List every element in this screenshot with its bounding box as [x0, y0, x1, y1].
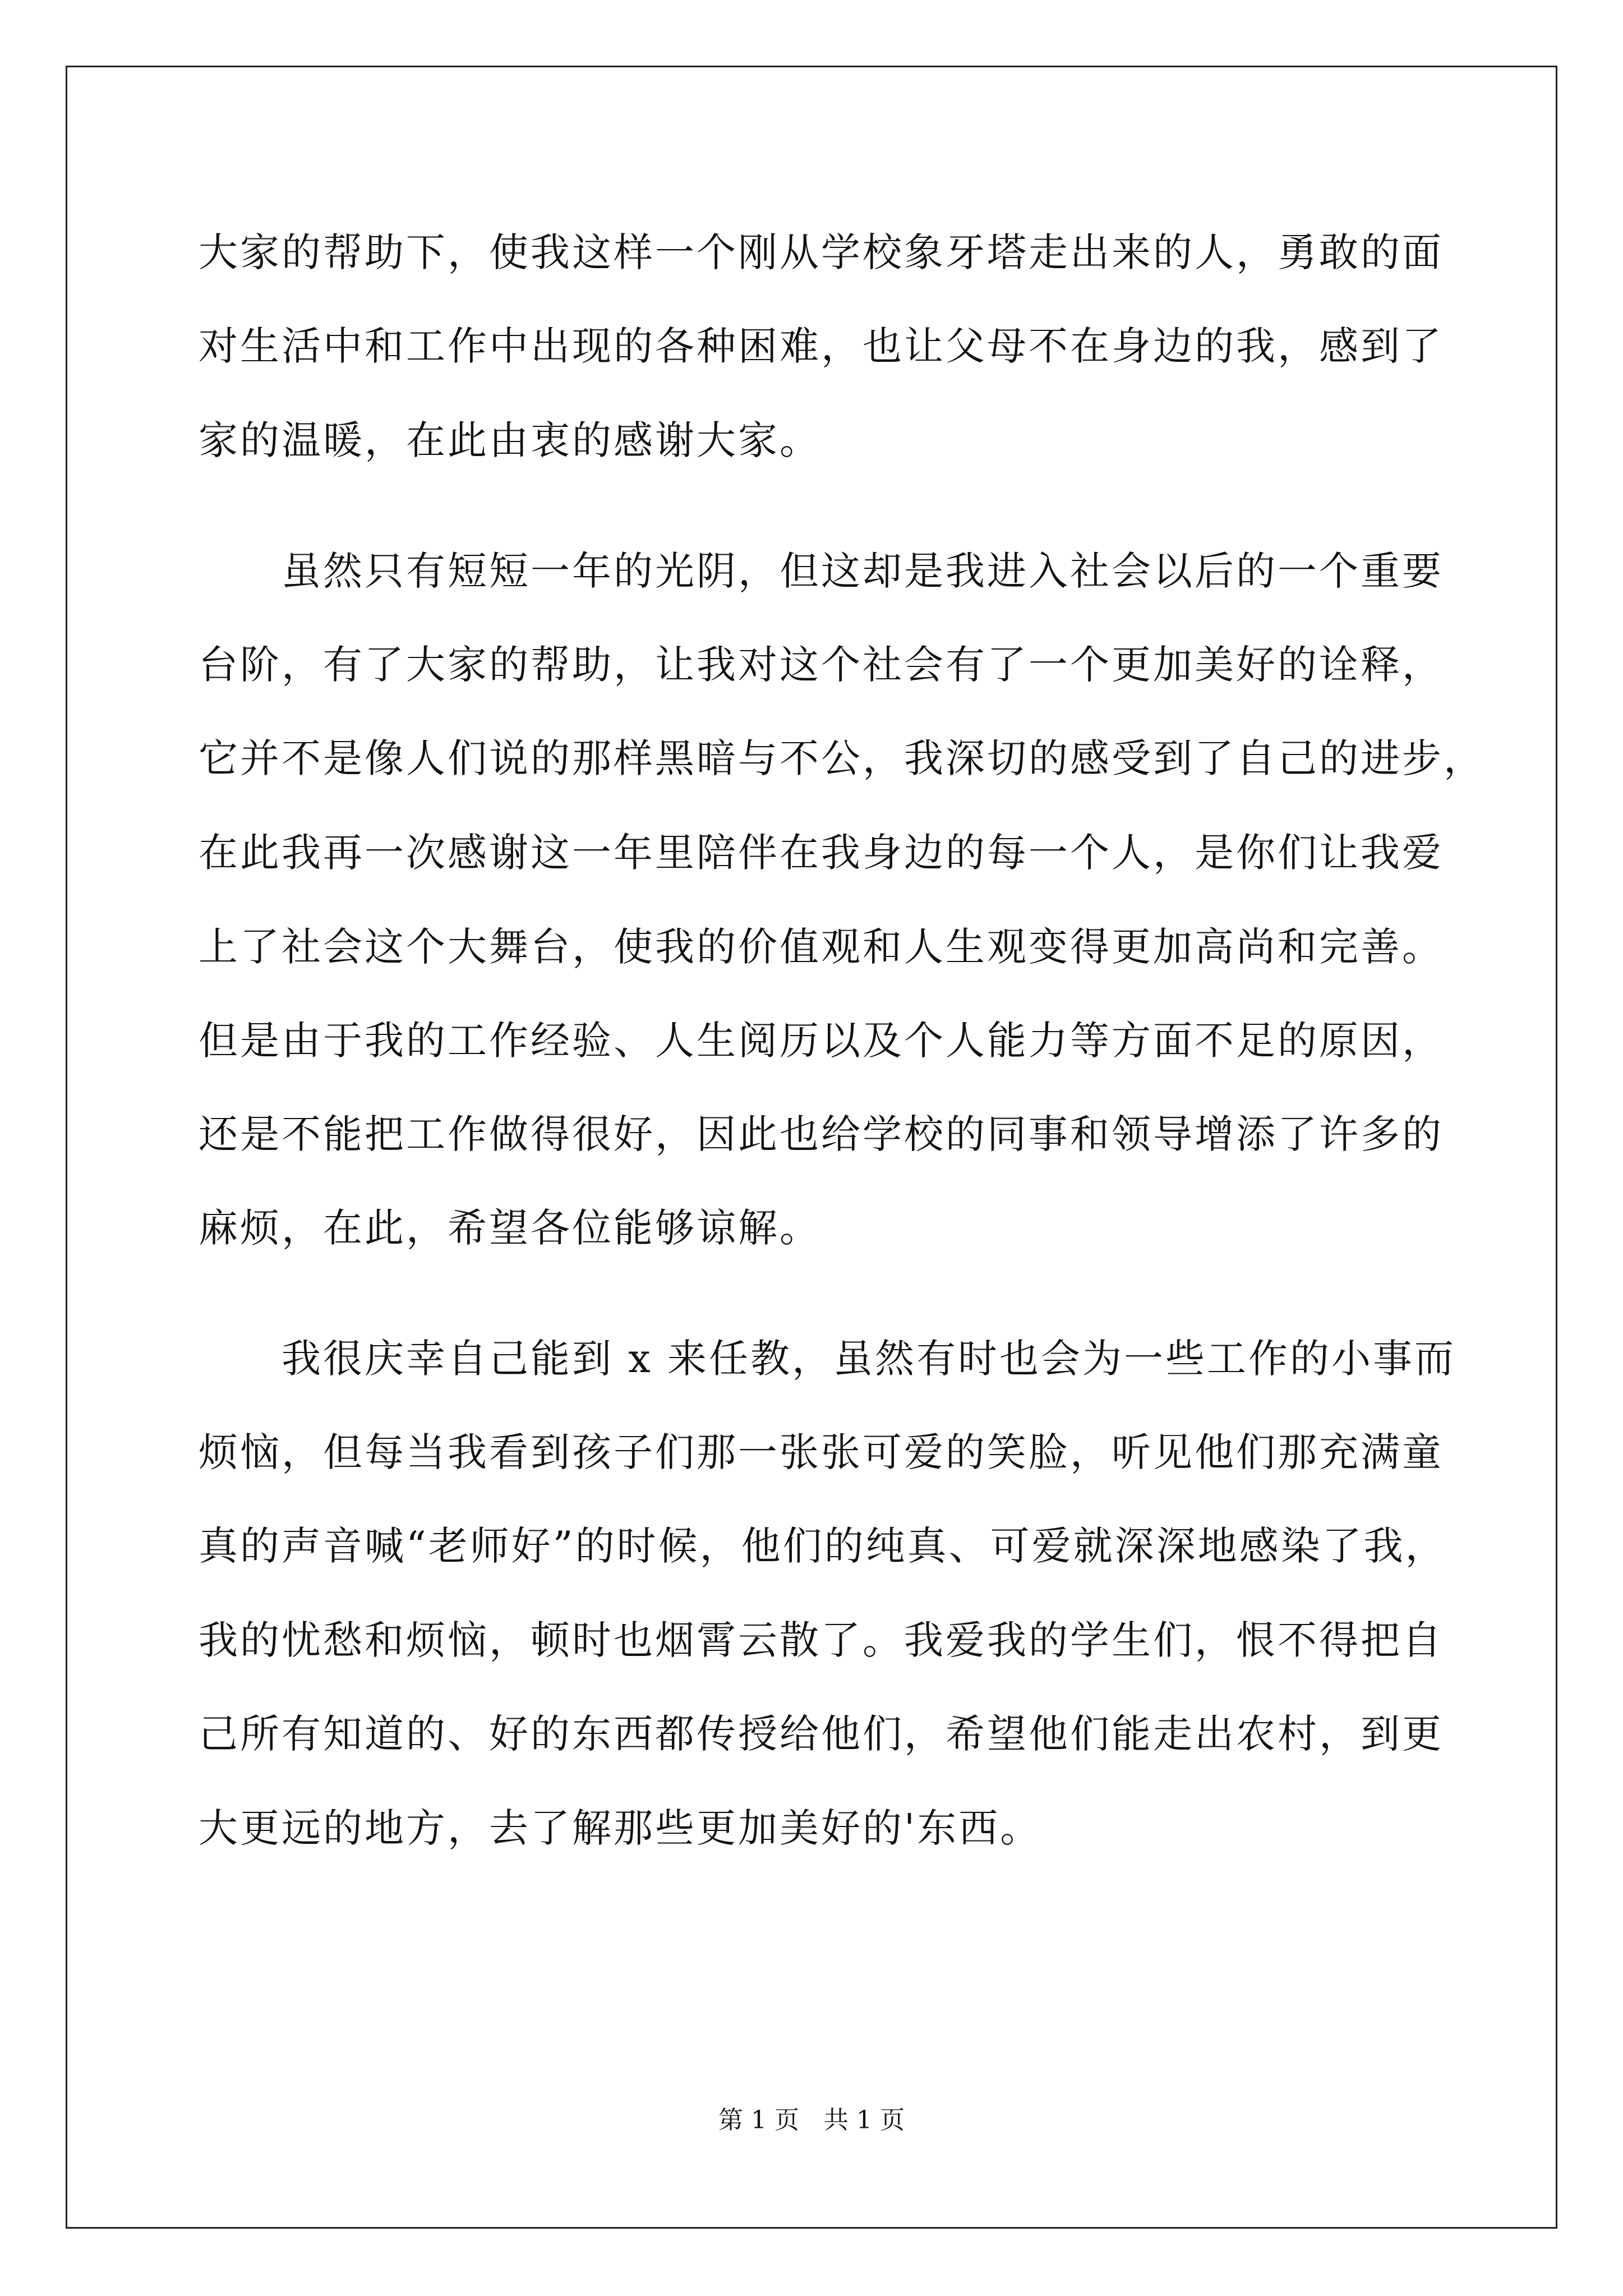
text-line-15: 我的忧愁和烦恼，顿时也烟霄云散了。我爱我的学生们，恨不得把自: [199, 1617, 1444, 1663]
text-line-9: 但是由于我的工作经验、人生阅历以及个人能力等方面不足的原因，: [199, 1018, 1444, 1064]
text-line-14: 真的声音喊“老师好”的时候，他们的纯真、可爱就深深地感染了我，: [199, 1523, 1447, 1569]
text-line-8: 上了社会这个大舞台，使我的价值观和人生观变得更加高尚和完善。: [199, 924, 1444, 970]
text-line-10: 还是不能把工作做得很好，因此也给学校的同事和领导增添了许多的: [199, 1111, 1444, 1157]
text-line-12: 我很庆幸自己能到 x 来任教，虽然有时也会为一些工作的小事而: [199, 1336, 1456, 1382]
text-line-2: 对生活中和工作中出现的各种困难，也让父母不在身边的我，感到了: [199, 323, 1444, 369]
text-line-7: 在此我再一次感谢这一年里陪伴在我身边的每一个人，是你们让我爱: [199, 830, 1444, 876]
text-line-6: 它并不是像人们说的那样黑暗与不公，我深切的感受到了自己的进步，: [199, 735, 1485, 781]
text-line-17: 大更远的地方，去了解那些更加美好的'东西。: [199, 1805, 1042, 1851]
text-line-13: 烦恼，但每当我看到孩子们那一张张可爱的笑脸，听见他们那充满童: [199, 1429, 1444, 1475]
text-line-3: 家的温暖，在此由衷的感谢大家。: [199, 417, 821, 463]
text-line-5: 台阶，有了大家的帮助，让我对这个社会有了一个更加美好的诠释，: [199, 642, 1444, 688]
text-line-16: 己所有知道的、好的东西都传授给他们，希望他们能走出农村，到更: [199, 1711, 1444, 1757]
text-line-11: 麻烦，在此，希望各位能够谅解。: [199, 1205, 821, 1251]
text-line-1: 大家的帮助下，使我这样一个刚从学校象牙塔走出来的人，勇敢的面: [199, 229, 1444, 275]
page-number-footer: 第 1 页 共 1 页: [718, 2106, 905, 2134]
text-line-4: 虽然只有短短一年的光阴，但这却是我进入社会以后的一个重要: [199, 548, 1444, 594]
